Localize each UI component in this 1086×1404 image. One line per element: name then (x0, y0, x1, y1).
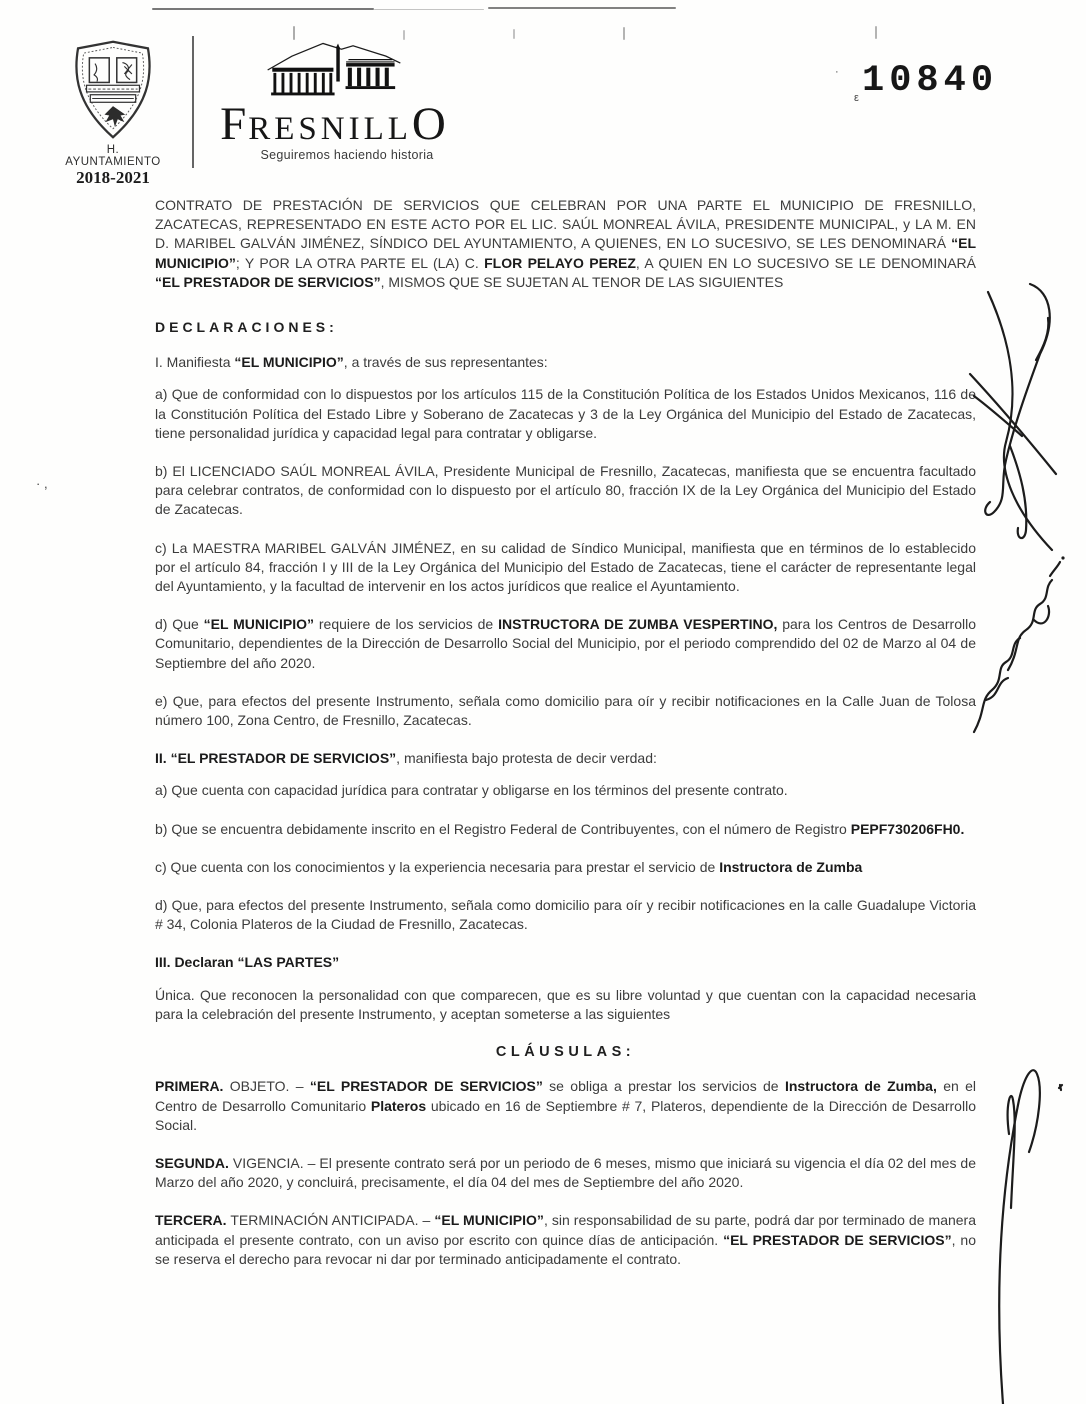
scan-artifact-tick (293, 26, 295, 40)
declaration-I-d: d) Que “EL MUNICIPIO” requiere de los servicios de INSTRUCTORA DE ZUMBA VESPERTINO, para los Centros de Desarrollo Comunitario, dependientes de la Dirección de Desarrollo Social del Municipio, por el periodo comprendido del 02 de Marzo al 04 de Septiembre del año 2020. (155, 616, 976, 671)
declaration-I-lead: I. Manifiesta “EL MUNICIPIO”, a través de sus representantes: (155, 354, 548, 371)
declaration-I-b: b) El LICENCIADO SAÚL MONREAL ÁVILA, Presidente Municipal de Fresnillo, Zacatecas, manifiesta que se encuentra facultado para celebrar contratos, de conformidad con lo dispuesto por el artículo 80, fracción IX de la Ley Orgánica del Municipio del Estado de Zacatecas. (155, 463, 976, 518)
pen-stroke-arc (955, 1048, 1086, 1404)
header-divider (192, 36, 194, 168)
stray-mark: · (835, 66, 839, 78)
intro-paragraph: CONTRATO DE PRESTACIÓN DE SERVICIOS QUE CELEBRAN POR UNA PARTE EL MUNICIPIO DE FRESNILLO, ZACATECAS, REPRESENTADO EN ESTE ACTO POR EL LIC. SAÚL MONREAL ÁVILA, PRESIDENTE MUNICIPAL, y LA M. EN D. MARIBEL GALVÁN JIMÉNEZ, SÍNDICO DEL AYUNTAMIENTO, A QUIENES, EN LO SUCESIVO, SE LES DENOMINARÁ “EL MUNICIPIO”; Y POR LA OTRA PARTE EL (LA) C. FLOR PELAYO PEREZ, A QUIEN EN LO SUCESIVO SE LE DENOMINARÁ “EL PRESTADOR DE SERVICIOS”, MISMOS QUE SE SUJETAN AL TENOR DE LAS SIGUIENTES (155, 197, 977, 290)
scan-artifact-tick (623, 27, 625, 40)
declaration-II-b: b) Que se encuentra debidamente inscrito en el Registro Federal de Contribuyentes, con el número de Registro PEPF730206FH0. (155, 820, 965, 837)
declaration-I-a: a) Que de conformidad con lo dispuestos por los artículos 115 de la Constitución Política de los Estados Unidos Mexicanos, 116 de la Constitución Política del Estado Libre y Soberano de Zacatecas y 3 de la Ley Orgánica del Municipio del Estado de Zacatecas, tiene personalidad jurídica y capacidad legal para contratar y obligarse. (155, 386, 976, 441)
declaration-unica: Única. Que reconocen la personalidad con que comparecen, que es su libre voluntad y que cuentan con la capacidad necesaria para la celebración del presente Instrumento, y aceptan someterse a las siguientes (155, 986, 976, 1022)
declaration-I-c: c) La MAESTRA MARIBEL GALVÁN JIMÉNEZ, en su calidad de Síndico Municipal, manifiesta que en términos de lo establecido por el artículo 84, fracción I y III de la Ley Orgánica del Municipio del Estado de Zacatecas, tiene el carácter de representante legal del Ayuntamiento, y la facultad de intervenir en los actos jurídicos que realice el Ayuntamiento. (155, 539, 976, 595)
folio-number: 10840 (862, 60, 999, 102)
kiosk-building-icon (221, 40, 447, 100)
declaration-II-c: c) Que cuenta con los conocimientos y la experiencia necesaria para prestar el servicio de Instructora de Zumba (155, 858, 863, 875)
signature-scribble (966, 274, 1080, 574)
signature-cursive (960, 548, 1070, 738)
declaraciones-heading: DECLARACIONES: (155, 319, 338, 336)
contract-body (155, 196, 976, 1288)
declaration-I-e: e) Que, para efectos del presente Instrumento, señala como domicilio para oír y recibir notificaciones en la Calle Juan de Tolosa número 100, Zona Centro, de Fresnillo, Zacatecas. (155, 692, 976, 729)
scan-artifact-tick (403, 30, 405, 40)
scan-artifact-tick (513, 29, 515, 39)
declaration-II-lead: II. “EL PRESTADOR DE SERVICIOS”, manifiesta bajo protesta de decir verdad: (155, 750, 657, 767)
scan-artifact-line (152, 8, 374, 10)
scan-artifact-line (488, 7, 676, 9)
declaration-III-lead: III. Declaran “LAS PARTES” (155, 954, 340, 971)
clausula-primera: PRIMERA. OBJETO. – “EL PRESTADOR DE SERVICIOS” se obliga a prestar los servicios de Instructora de Zumba, en el Centro de Desarrollo Comunitario Plateros ubicado en 16 de Septiembre # 7, Plateros, dependiente de la Dirección de Desarrollo Social. (155, 1078, 976, 1133)
declaration-II-a: a) Que cuenta con capacidad jurídica para contratar y obligarse en los términos del presente contrato. (155, 782, 788, 799)
logo-tagline: Seguiremos haciendo historia (260, 148, 434, 162)
crest-label: H. AYUNTAMIENTO (65, 144, 161, 168)
stray-mark: ε (854, 92, 859, 104)
logo-wordmark: FRESNILLO (220, 98, 448, 150)
crest-shield-icon (63, 38, 163, 142)
clausula-tercera: TERCERA. TERMINACIÓN ANTICIPADA. – “EL MUNICIPIO”, sin responsabilidad de su parte, podrá dar por terminado de manera anticipada el presente contrato, con un aviso por escrito con quince días de anticipación. “EL PRESTADOR DE SERVICIOS”, no se reserva el derecho para revocar ni dar por terminado anticipadamente el contrato. (155, 1212, 977, 1267)
scan-artifact-tick (875, 26, 877, 39)
fresnillo-logo (214, 40, 454, 162)
stray-mark: · , (36, 476, 48, 491)
clausula-segunda: SEGUNDA. VIGENCIA. – El presente contrato será por un periodo de 6 meses, mismo que iniciará su vigencia el día 02 del mes de Marzo del año 2020, y concluirá, precisamente, el día 04 del mes de Septiembre del año 2020. (155, 1154, 976, 1191)
crest-years: 2018-2021 (76, 168, 150, 187)
declaration-II-d: d) Que, para efectos del presente Instrumento, señala como domicilio para oír y recibir notificaciones en la calle Guadalupe Victoria # 34, Colonia Plateros de la Ciudad de Fresnillo, Zacatecas. (155, 897, 976, 933)
scan-artifact-line (374, 9, 484, 10)
municipal-crest (58, 38, 168, 188)
clausulas-heading: CLÁUSULAS: (495, 1044, 636, 1061)
